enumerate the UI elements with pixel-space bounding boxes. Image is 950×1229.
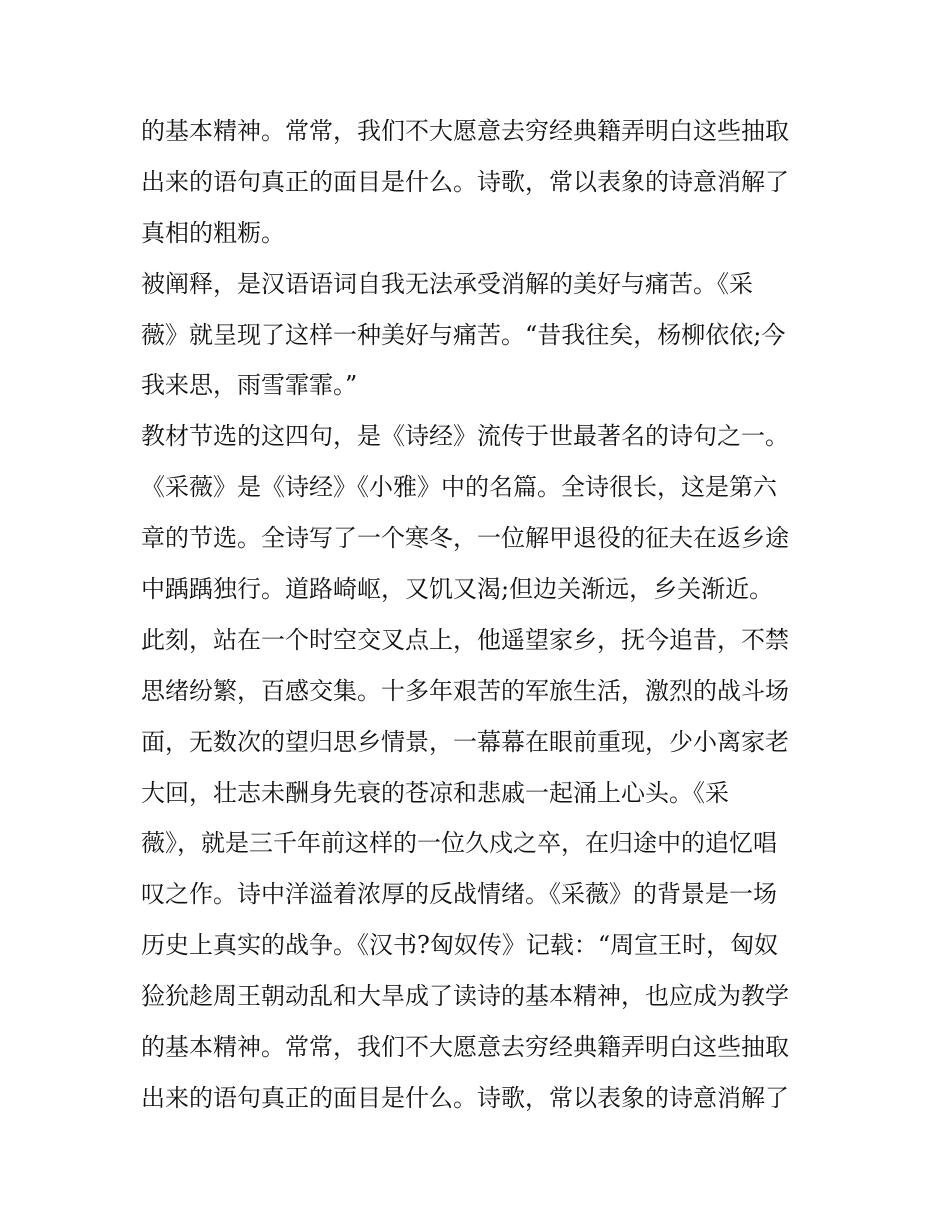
text-line: 被阐释，是汉语语词自我无法承受消解的美好与痛苦。《采 (141, 269, 753, 298)
text-line: 的基本精神。常常，我们不大愿意去穷经典籍弄明白这些抽取 (141, 1033, 789, 1062)
text-line: 真相的粗粝。 (141, 218, 285, 247)
text-line: 中踽踽独行。道路崎岖，又饥又渴;但边关渐远，乡关渐近。 (141, 575, 774, 604)
text-line: 面，无数次的望归思乡情景，一幕幕在眼前重现，少小离家老 (141, 727, 789, 756)
text-line: 猃狁趁周王朝动乱和大旱成了读诗的基本精神，也应成为教学 (141, 982, 789, 1011)
text-line: 出来的语句真正的面目是什么。诗歌，常以表象的诗意消解了 (141, 1083, 789, 1112)
text-line: 叹之作。诗中洋溢着浓厚的反战情绪。《采薇》的背景是一场 (141, 880, 777, 909)
text-line: 出来的语句真正的面目是什么。诗歌，常以表象的诗意消解了 (141, 167, 789, 196)
text-line: 历史上真实的战争。《汉书?匈奴传》记载：“周宣王时，匈奴 (141, 931, 779, 960)
text-line: 薇》，就是三千年前这样的一位久戍之卒，在归途中的追忆唱 (141, 829, 777, 858)
body-text (141, 106, 831, 1124)
text-line: 我来思，雨雪霏霏。” (141, 371, 358, 400)
text-line: 章的节选。全诗写了一个寒冬，一位解甲退役的征夫在返乡途 (141, 524, 789, 553)
text-line: 《采薇》是《诗经》《小雅》中的名篇。全诗很长，这是第六 (141, 473, 777, 502)
text-line: 薇》就呈现了这样一种美好与痛苦。“昔我往矣，杨柳依依;今 (141, 320, 786, 349)
text-line: 大回，壮志未酬身先衰的苍凉和悲戚一起涌上心头。《采 (141, 778, 729, 807)
text-line: 教材节选的这四句，是《诗经》流传于世最著名的诗句之一。 (141, 422, 789, 451)
text-line: 思绪纷繁，百感交集。十多年艰苦的军旅生活，激烈的战斗场 (141, 676, 789, 705)
text-line: 的基本精神。常常，我们不大愿意去穷经典籍弄明白这些抽取 (141, 117, 789, 145)
text-line: 此刻，站在一个时空交叉点上，他遥望家乡，抚今追昔，不禁 (141, 625, 789, 654)
